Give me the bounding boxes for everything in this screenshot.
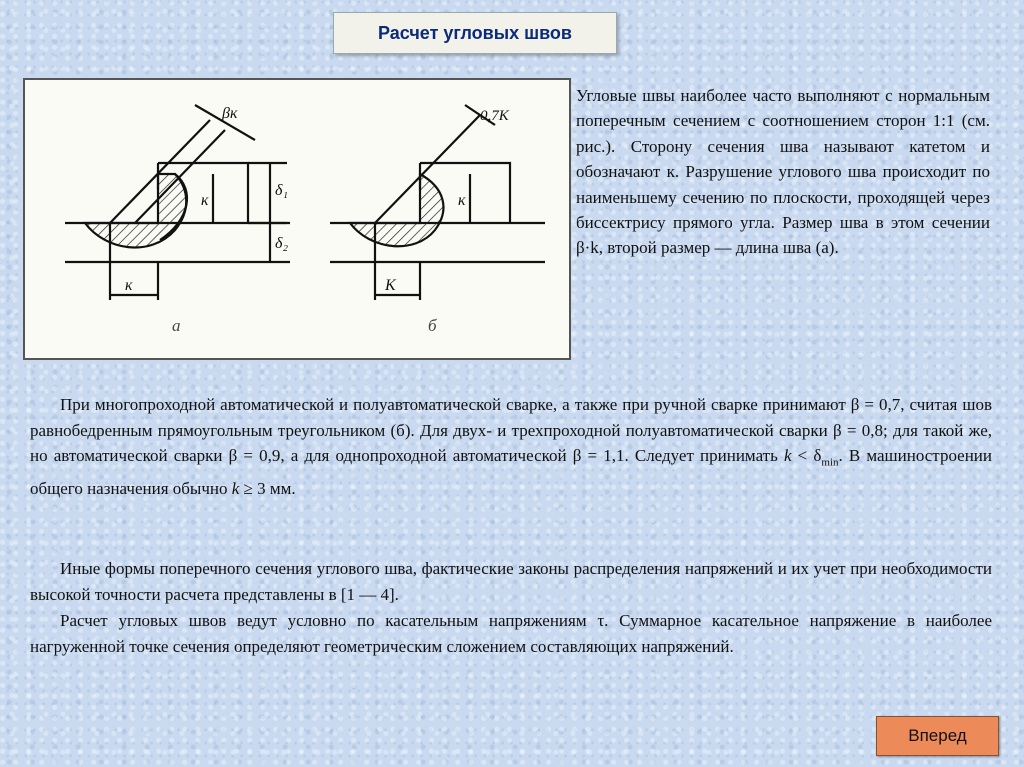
label-k-horiz: к bbox=[125, 277, 133, 294]
figure-label-a: а bbox=[172, 316, 181, 335]
figure-label-b: б bbox=[428, 316, 437, 335]
slide-title: Расчет угловых швов bbox=[333, 12, 617, 54]
label-delta1: δ₁ bbox=[275, 182, 288, 199]
var-k2: k bbox=[231, 479, 240, 499]
paragraph-other-forms: Иные формы поперечного сечения углового шва, фактические законы распределения напряжений и их учет при необходимости высокой точности расчета представлены в [1 — 4]. bbox=[30, 559, 992, 604]
paragraph-beta-main: При многопроходной автоматической и полуавтоматической сварке, а также при ручной сварке принимают β = 0,7, считая шов равнобедренным прямоугольным треугольником (б). Для двух- и трехпроходной полуавтоматической сварки β = 0,8; для такой же, но автоматической сварки β = 0,9, а для однопроходной автоматической β = 1,1. Следует принимать bbox=[30, 395, 992, 466]
sub-min: min bbox=[821, 456, 839, 469]
label-delta2: δ₂ bbox=[275, 235, 288, 252]
diagram-b bbox=[330, 105, 545, 300]
weld-b-fill bbox=[350, 174, 443, 246]
label-07k: 0,7К bbox=[480, 108, 509, 124]
paragraph-tangential-stress: Расчет угловых швов ведут условно по касательным напряжениям τ. Суммарное касательное напряжение в наиболее нагруженной точке сечения определяют геометрическим сложением составляющих напряжений. bbox=[30, 611, 992, 656]
next-button[interactable]: Вперед bbox=[876, 716, 999, 756]
label-beta-k: βк bbox=[222, 105, 238, 122]
intro-paragraph: Угловые швы наиболее часто выполняют с нормальным поперечным сечением с соотношением сторон 1:1 (см. рис.). Сторону сечения шва называют катетом и обозначают к. Разрушение углового шва происходит по наименьшему сечению по плоскости, проходящей через биссектрису прямого угла. Размер шва в этом сечении β·k, второй размер — длина шва (а). bbox=[576, 86, 990, 258]
lt-delta: < δ bbox=[791, 446, 822, 466]
diagram-a bbox=[65, 105, 290, 300]
paragraph-beta-end: ≥ 3 мм. bbox=[239, 479, 296, 499]
paragraph-beta-values bbox=[30, 392, 992, 502]
weld-diagram-svg bbox=[25, 80, 569, 358]
label-k-b: к bbox=[458, 192, 466, 209]
paragraph-beta-mid: . В машиностроении общего назначения обычно bbox=[30, 446, 992, 499]
label-K-horiz: К bbox=[385, 277, 396, 294]
label-k-a: к bbox=[201, 192, 209, 209]
var-k: k bbox=[783, 446, 792, 466]
weld-diagram bbox=[23, 78, 571, 360]
